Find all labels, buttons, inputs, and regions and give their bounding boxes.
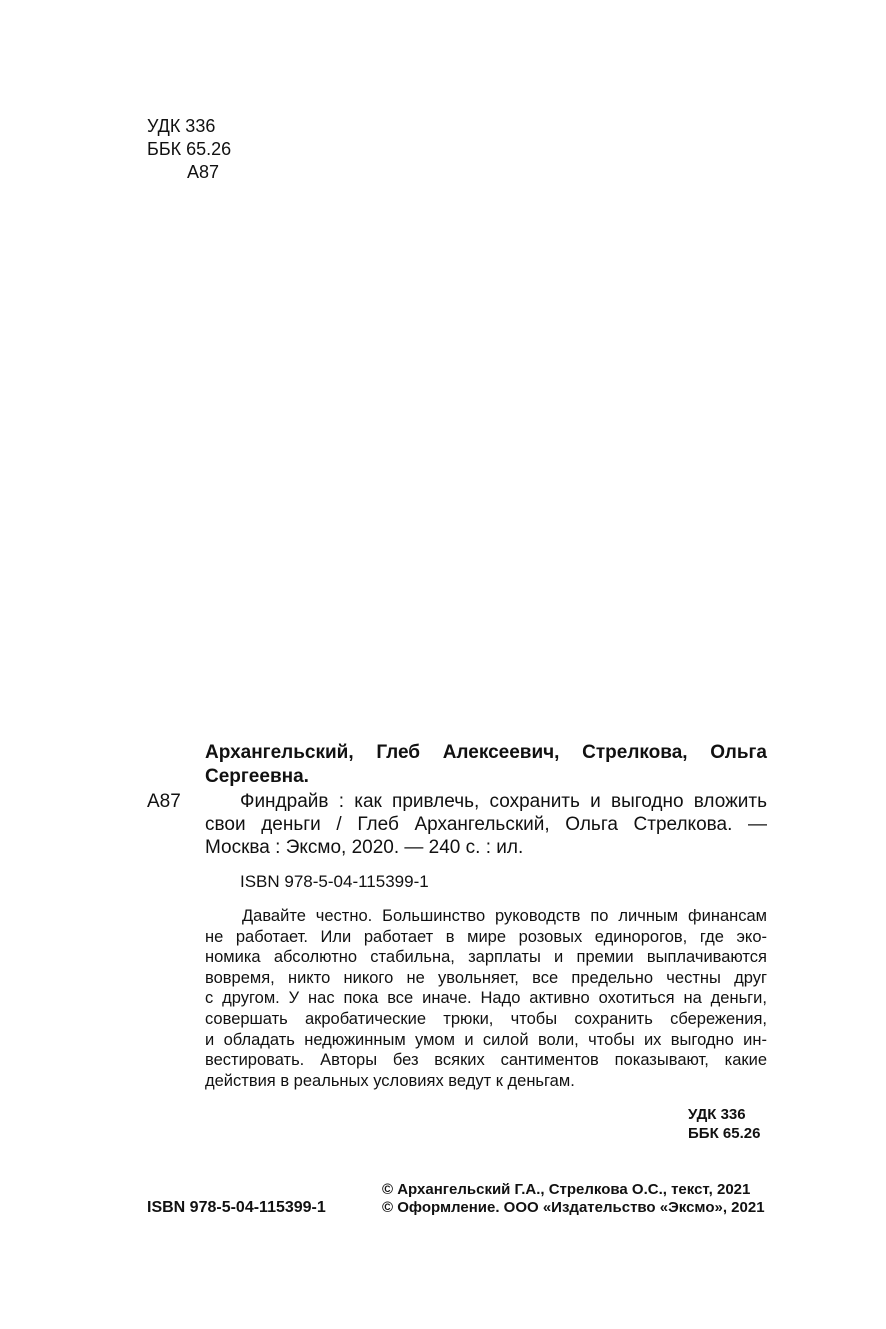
copyright-design: © Оформление. ООО «Издательство «Эксмо», 2021 — [382, 1199, 765, 1216]
annotation-line: Давайте честно. Большинство руководств по личным финансам — [242, 907, 767, 925]
annotation-line: действия в реальных условиях ведут к деньгам. — [205, 1071, 575, 1090]
author-names-line-1: Архангельский, Глеб Алексеевич, Стрелкова, Ольга — [205, 742, 767, 763]
annotation-line: с другом. У нас пока все иначе. Надо активно охотиться на деньги, — [205, 989, 767, 1008]
bbk-code-bottom: ББК 65.26 — [688, 1125, 761, 1142]
author-mark-top: А87 — [187, 162, 220, 182]
annotation-line: и обладать недюжинным умом и силой воли, чтобы их выгодно ин- — [205, 1030, 767, 1049]
annotation-line: вестировать. Авторы без всяких сантиментов показывают, какие — [205, 1051, 767, 1070]
annotation-line: совершать акробатические трюки, чтобы сохранить сбережения, — [205, 1010, 767, 1028]
bbk-code-top: ББК 65.26 — [147, 139, 232, 159]
copyright-text: © Архангельский Г.А., Стрелкова О.С., текст, 2021 — [382, 1181, 751, 1198]
annotation-line: номика абсолютно стабильна, зарплаты и премии выплачиваются — [205, 948, 767, 967]
author-mark: А87 — [147, 791, 181, 812]
title-line-1: Финдрайв : как привлечь, сохранить и выгодно вложить — [240, 791, 767, 812]
udk-code-bottom: УДК 336 — [688, 1106, 746, 1123]
isbn-record: ISBN 978-5-04-115399-1 — [240, 872, 429, 891]
title-line-3: Москва : Эксмо, 2020. — 240 с. : ил. — [205, 837, 524, 858]
isbn-bottom: ISBN 978-5-04-115399-1 — [147, 1199, 326, 1216]
udk-code-top: УДК 336 — [147, 116, 216, 136]
annotation-line: не работает. Или работает в мире розовых единорогов, где эко- — [205, 927, 767, 946]
annotation-line: вовремя, никто никого не увольняет, все предельно честны друг — [205, 968, 767, 987]
author-names-line-2: Сергеевна. — [205, 766, 309, 787]
title-line-2: свои деньги / Глеб Архангельский, Ольга Стрелкова. — — [205, 814, 767, 835]
